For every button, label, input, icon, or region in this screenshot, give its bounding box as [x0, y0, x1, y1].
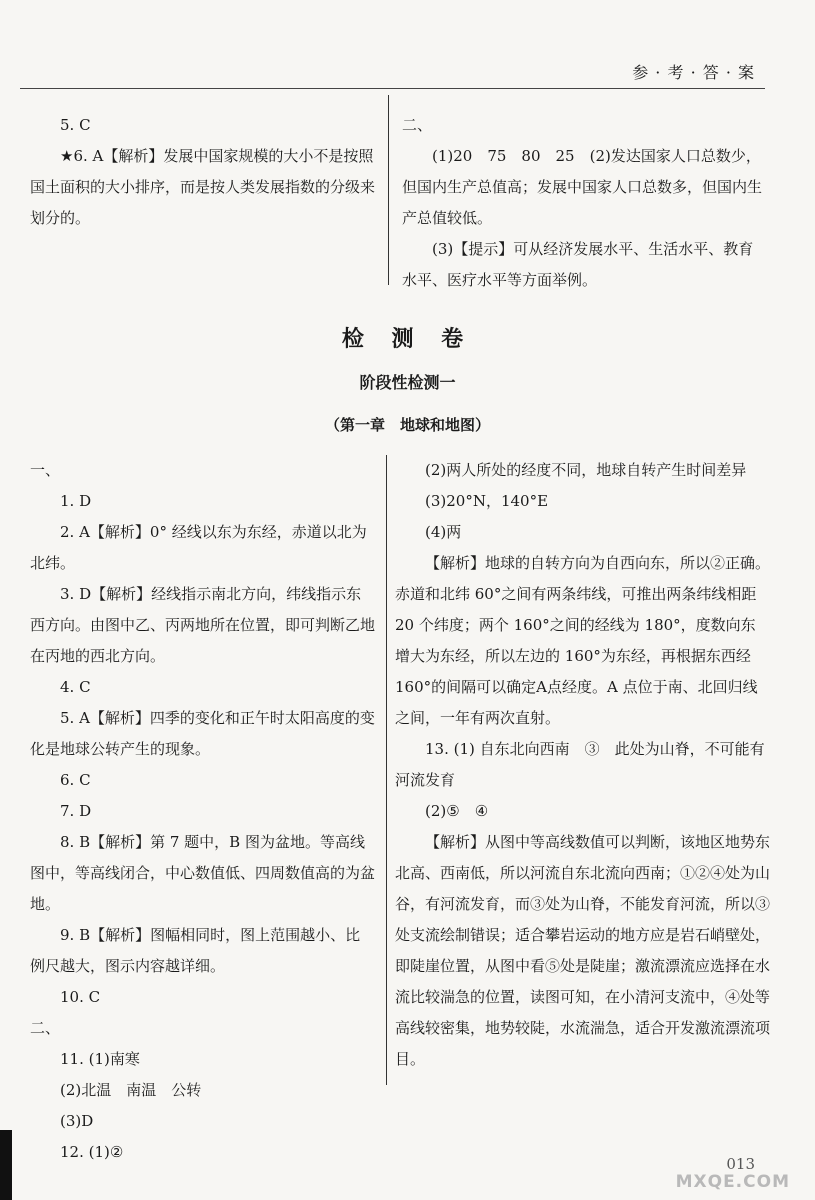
- answer-paragraph: 11. (1)南寒: [60, 1050, 140, 1068]
- answer-paragraph: (3)20°N，140°E: [425, 492, 549, 510]
- section-subtitle: 阶段性检测一: [359, 373, 456, 392]
- answer-paragraph: 9. B【解析】图幅相同时，图上范围越小、比例尺越大，图示内容越详细。: [30, 926, 361, 975]
- column-divider: [386, 455, 387, 1085]
- corner-mark: [0, 1130, 12, 1200]
- answer-paragraph: (2)⑤ ④: [425, 802, 489, 820]
- answer-paragraph: (2)两人所处的经度不同，地球自转产生时间差异: [425, 461, 747, 479]
- answer-paragraph: 二、: [402, 116, 433, 134]
- answer-paragraph: 4. C: [60, 678, 91, 696]
- answer-paragraph: 13. (1) 自东北向西南 ③ 此处为山脊，不可能有河流发育: [395, 740, 765, 789]
- watermark-logo: MXQE.COM: [675, 1172, 790, 1192]
- answer-paragraph: 12. (1)②: [60, 1143, 124, 1161]
- answer-paragraph: 【解析】地球的自转方向为自西向东，所以②正确。赤道和北纬 60°之间有两条纬线，可推出两条纬线相距 20 个纬度；两个 160°之间的经线为 180°，度数向东增大为东经，所以左边的 160°为东经，再根据东西经160°的间隔可以确定A点经度。A 点位于南、北回归线之间，一年有两次直射。: [395, 554, 771, 727]
- answer-paragraph: 6. C: [60, 771, 91, 789]
- header-rule: [20, 88, 765, 89]
- answer-paragraph: (2)北温 南温 公转: [60, 1081, 202, 1099]
- answer-paragraph: 一、: [30, 461, 61, 479]
- answer-paragraph: (4)两: [425, 523, 462, 541]
- bottom-right-column: [395, 455, 770, 1075]
- answer-paragraph: 【解析】从图中等高线数值可以判断，该地区地势东北高、西南低，所以河流自东北流向西南；①②④处为山谷，有河流发育，而③处为山脊，不能发育河流，所以③处支流绘制错误；适合攀岩运动的地方应是岩石峭壁处，即陡崖位置，从图中看⑤处是陡崖；激流漂流应选择在水流比较湍急的位置，读图可知，在小清河支流中，④处等高线较密集，地势较陡，水流湍急，适合开发激流漂流项目。: [395, 833, 771, 1068]
- answer-paragraph: (3)【提示】可从经济发展水平、生活水平、教育水平、医疗水平等方面举例。: [402, 240, 754, 289]
- page-header: 参 · 考 · 答 · 案: [632, 63, 755, 82]
- answer-paragraph: ★6. A【解析】发展中国家规模的大小不是按照国土面积的大小排序，而是按人类发展指数的分级来划分的。: [30, 147, 376, 227]
- top-right-column: [402, 110, 767, 296]
- answer-paragraph: 二、: [30, 1019, 61, 1037]
- answer-paragraph: 7. D: [60, 802, 92, 820]
- answer-paragraph: (1)20 75 80 25 (2)发达国家人口总数少，但国内生产总值高；发展中国家人口总数多，但国内生产总值较低。: [402, 147, 763, 227]
- answer-paragraph: 3. D【解析】经线指示南北方向，纬线指示东西方向。由图中乙、丙两地所在位置，即可判断乙地在丙地的西北方向。: [30, 585, 376, 665]
- column-divider: [388, 95, 389, 285]
- answer-paragraph: 2. A【解析】0° 经线以东为东经，赤道以北为北纬。: [30, 523, 367, 572]
- top-left-column: [30, 110, 375, 234]
- chapter-title: （第一章 地球和地图）: [324, 416, 490, 434]
- page-number: 013: [726, 1155, 755, 1173]
- bottom-left-column: [30, 455, 375, 1168]
- answer-paragraph: 5. A【解析】四季的变化和正午时太阳高度的变化是地球公转产生的现象。: [30, 709, 375, 758]
- answer-paragraph: 5. C: [60, 116, 91, 134]
- answer-paragraph: 1. D: [60, 492, 92, 510]
- answer-paragraph: 10. C: [60, 988, 101, 1006]
- section-title: 检 测 卷: [341, 327, 474, 352]
- answer-paragraph: (3)D: [60, 1112, 94, 1130]
- answer-paragraph: 8. B【解析】第 7 题中，B 图为盆地。等高线图中，等高线闭合，中心数值低、四周数值高的为盆地。: [30, 833, 376, 913]
